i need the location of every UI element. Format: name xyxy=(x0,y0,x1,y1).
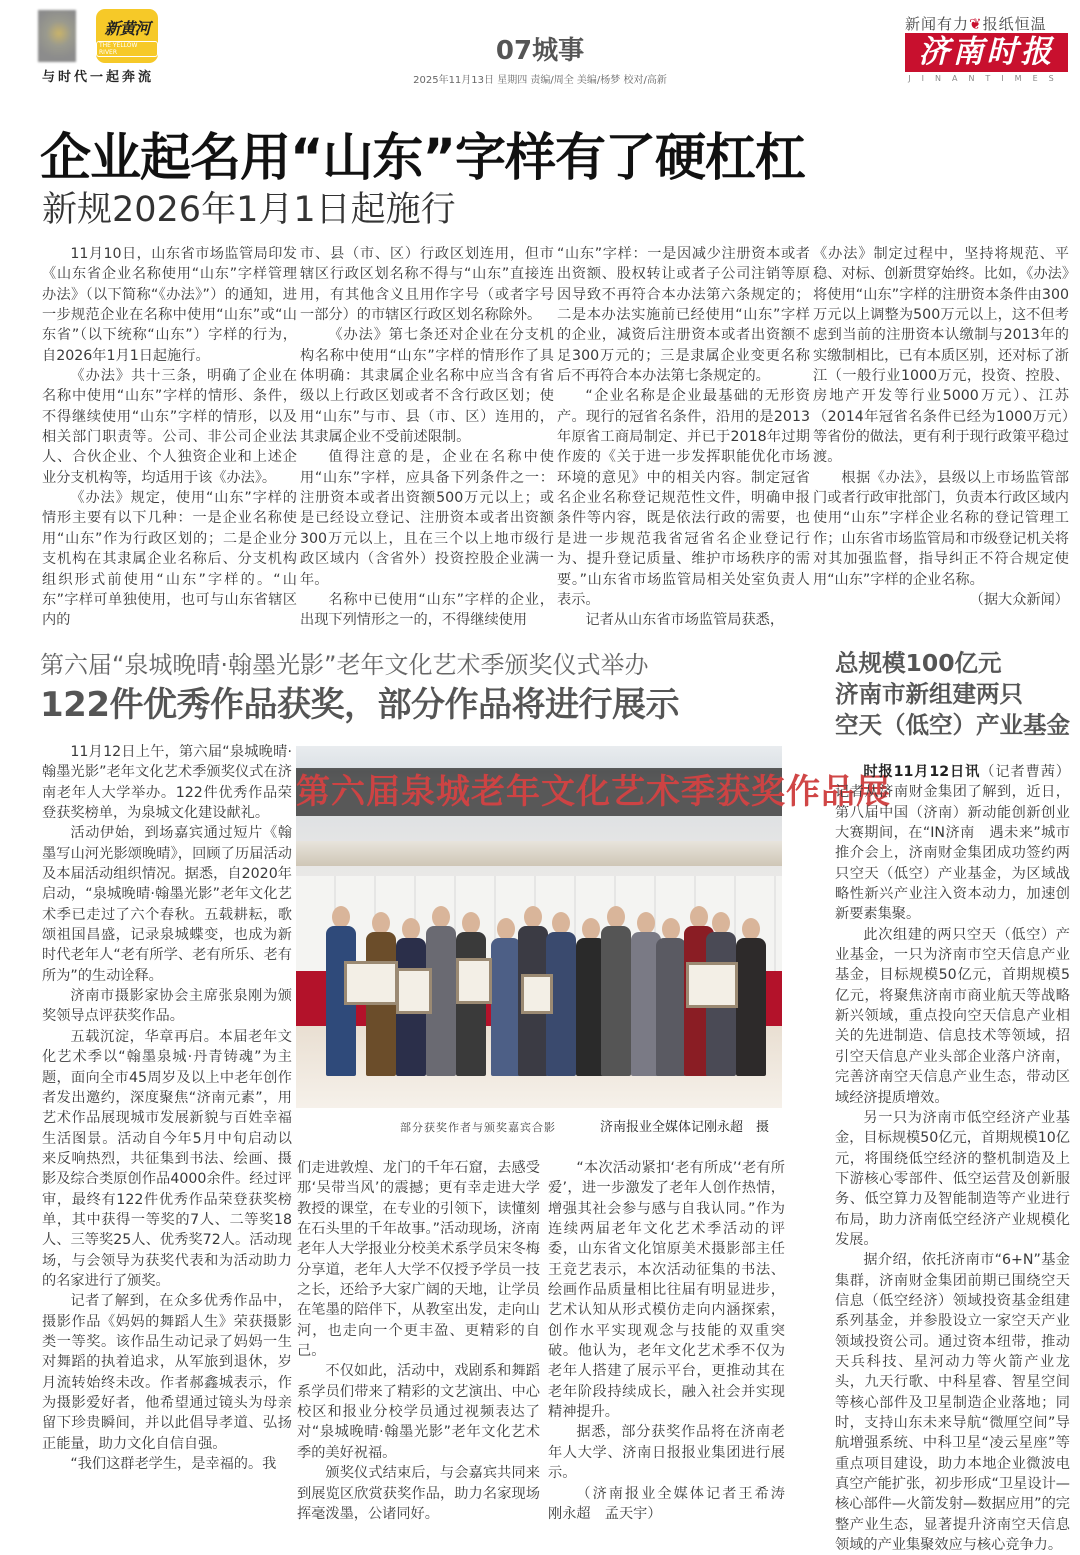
paragraph: 名称中已使用“山东”字样的企业，出现下列情形之一的，不得继续使用 xyxy=(300,591,554,629)
tagline: 与时代一起奔流 xyxy=(42,70,155,85)
banner-text: 第六届泉城老年文化艺术季获奖作品展 xyxy=(296,772,891,812)
paragraph: 颁奖仪式结束后，与会嘉宾共同来到展览区欣赏获奖作品，助力名家现场挥毫泼墨，公诸同好。 xyxy=(297,1465,540,1522)
article2-kicker: 第六届“泉城晚晴·翰墨光影”老年文化艺术季颁奖仪式举办 xyxy=(40,651,649,679)
award-group-photo xyxy=(296,746,891,1108)
sidebar-headline-line: 济南市新组建两只 xyxy=(835,680,1023,708)
paragraph: “本次活动紧扣‘老有所成’‘老有所爱’，进一步激发了老年人创作热情，增强其社会参与感与自我认同。”作为连续两届老年文化艺术季活动的评委，山东省文化馆原美术摄影部主任王竞艺表示，本次活动征集的书法、绘画作品质量相比往届有明显进步，艺术认知从形式模仿走向内涵探索，创作水平实现观念与技能的双重突破。他认为，老年文化艺术季不仅为老年人搭建了展示平台，更推动其在老年阶段持续成长，融入社会并实现精神提升。 xyxy=(548,1160,785,1421)
artwork-frame xyxy=(456,958,492,1004)
paragraph xyxy=(835,1108,1070,1250)
paragraph: 活动伊始，到场嘉宾通过短片《翰墨写山河光影颂晚晴》，回顾了历届活动及本届活动组织情况。据悉，自2020年启动，“泉城晚晴·翰墨光影”老年文化艺术季已走过了六个春秋。五载耕耘，歌颂祖国昌盛，记录泉城蝶变，也成为新时代老年人“老有所学、老有所乐、老有所为”的生动诠释。 xyxy=(42,825,292,984)
paragraph: 《办法》制定过程中，坚持将规范、平稳、对标、创新贯穿始终。比如，《办法》将使用“山东”字样的注册资本条件由300万元以上调整为500万元以上，这不但考虑到当前的注册资本认缴制与2013年的实缴制相比，已有本质区别，还对标了浙江（一般行业1000万元，投资、控股、房地产开发等行业5000万元）、江苏（2014年冠省名条件已经为1000万元）等省份的做法，更有利于现行政策平稳过渡。 xyxy=(813,246,1069,466)
paragraph: 市、县（市、区）行政区划连用，但市辖区行政区划名称不得与“山东”直接连用，有其他含义且用作字号（或者字号一部分）的市辖区行政区划名称除外。 xyxy=(300,246,554,324)
article1-column-1 xyxy=(42,244,297,631)
sidebar-headline-line: 空天（低空）产业基金 xyxy=(835,711,1070,739)
paragraph: 记者从山东省市场监管局获悉， xyxy=(585,612,785,629)
paragraph xyxy=(835,925,1070,1108)
paragraph: “我们这群老学生，是幸福的。我 xyxy=(70,1456,277,1473)
article2-column-1 xyxy=(42,742,292,1474)
masthead-english: JINANTIMES xyxy=(908,74,1065,83)
photo-caption: 部分获奖作者与颁奖嘉宾合影 xyxy=(400,1121,556,1134)
article-source: （据大众新闻） xyxy=(969,591,1069,608)
paragraph: 记者了解到，在众多优秀作品中，摄影作品《妈妈的舞蹈人生》荣获摄影类一等奖。该作品生动记录了妈妈一生对舞蹈的执着追求，从军旅到退休，岁月流转始终未改。作者郝鑫城表示，作为摄影爱好者，他希望通过镜头为母亲留下珍贵瞬间，并以此倡导孝道、弘扬正能量，助力文化自信自强。 xyxy=(42,1293,292,1452)
article2-column-3 xyxy=(548,1158,800,1524)
paragraph: 值得注意的是，企业在名称中使用“山东”字样，应具备下列条件之一：注册资本或者出资额500万元以上；或是已经设立登记、注册资本或者出资额300万元以上，且在三个以上地市级行政区域内（含省外）投资控股企业满一年。 xyxy=(300,449,554,588)
paragraph-text: 另一只为济南市低空经济产业基金，目标规模50亿元，首期规模10亿元，将围绕低空经济的整机制造及上下游核心零部件、低空运营及创新服务、低空算力及智能制造等产业进行布局，助力济南低空经济产业规模化发展。 xyxy=(835,1109,1070,1248)
article1-column-4 xyxy=(813,244,1069,610)
paragraph: 五载沉淀，华章再启。本届老年文化艺术季以“翰墨泉城·丹青铸魂”为主题，面向全市45周岁及以上中老年创作者发出邀约，深度聚焦“济南元素”，用艺术作品展现城市发展新貌与百姓幸福生活图景。活动自今年5月中旬启动以来反响热烈，共征集到书法、绘画、摄影及综合类原创作品4000余件。经过评审，最终有122件优秀作品荣登获奖榜单，其中获得一等奖的7人、二等奖18人、三等奖25人、优秀奖72人。活动现场，与会领导为获奖代表和为活动助力的名家进行了颁奖。 xyxy=(42,1028,292,1289)
paragraph-text: 此次组建的两只空天（低空）产业基金，一只为济南市空天信息产业基金，目标规模50亿元，首期规模5亿元，将聚焦济南市商业航天等战略新兴领域，重点投向空天信息产业相关的先进制造、信息技术等领域，招引空天信息产业头部企业落户济南，完善济南空天信息产业生态，带动区域经济提质增效。 xyxy=(835,926,1070,1106)
artwork-frame xyxy=(396,968,432,1014)
article1-headline: 企业起名用“山东”字样有了硬杠杠 xyxy=(40,129,806,188)
sidebar-headline xyxy=(835,648,1075,741)
logo-subtext: THE YELLOW RIVER xyxy=(96,41,158,57)
paragraph xyxy=(835,762,1070,925)
article2-headline: 122件优秀作品获奖，部分作品将进行展示 xyxy=(40,685,679,725)
news-dateline: 时报11月12日讯 xyxy=(863,764,981,780)
sidebar-headline-line: 总规模100亿元 xyxy=(835,649,1002,677)
paragraph xyxy=(835,1250,1070,1555)
paragraph: 《办法》规定，使用“山东”字样的情形主要有以下几种：一是企业名称使用“山东”作为行政区划的；二是企业分支机构在其隶属企业名称后、分支机构组织形式前使用“山东”字样的。“山东”字样可单独使用，也可与山东省辖区内的 xyxy=(42,490,297,629)
photo-credit: 济南报业全媒体记刚永超 摄 xyxy=(600,1120,770,1135)
sidebar-body xyxy=(835,762,1070,1555)
article1-column-3 xyxy=(557,244,810,631)
masthead-logo: 济南时报 xyxy=(905,33,1068,72)
paragraph: 《办法》共十三条，明确了企业在名称中使用“山东”字样的情形、条件，不得继续使用“山东”字样的情形，以及相关部门职责等。公司、非公司企业法人、合伙企业、个人独资企业和上述企业分支机构等，均适用于该《办法》。 xyxy=(42,368,297,486)
paragraph: 11月12日上午，第六届“泉城晚晴·翰墨光影”老年文化艺术季颁奖仪式在济南老年人大学举办。122件优秀作品荣登获奖榜单，为泉城文化建设献礼。 xyxy=(42,744,292,822)
masthead-motto xyxy=(905,13,1070,34)
flame-icon: ❦ xyxy=(969,15,983,33)
photo-led-banner xyxy=(296,768,891,816)
article2-column-2 xyxy=(297,1158,540,1524)
article1-subhead: 新规2026年1月1日起施行 xyxy=(42,190,456,230)
paragraph: “山东”字样：一是因减少注册资本或者出资额、股权转让或者子公司注销等原因导致不再符合本办法第六条规定的；二是本办法实施前已经使用“山东”字样的企业，减资后注册资本或者出资额不足300万元的；三是隶属企业变更名称后不再符合本办法第七条规定的。 xyxy=(557,246,810,385)
motto-left: 新闻有力 xyxy=(905,15,970,33)
paragraph: “企业名称是企业最基础的无形资产。现行的冠省名条件，沿用的是2013年原省工商局制定、并已于2018年过期作废的《关于进一步发挥职能优化市场环境的意见》中的相关内容。制定冠省名企业名称登记规范性文件，明确申报条件等内容，既是依法行政的需要，也是进一步规范我省冠省名企业登记行为、提升登记质量、维护市场秩序的需要。”山东省市场监管局相关处室负责人表示。 xyxy=(557,388,810,608)
paragraph: 根据《办法》，县级以上市场监管部门或者行政审批部门，负责本行政区域内使用“山东”字样企业名称的登记管理工作；山东省市场监管局和市级登记机关将对其加强监督，指导纠正不符合规定使用“山东”字样的企业名称。 xyxy=(813,469,1069,588)
paragraph: 不仅如此，活动中，戏剧系和舞蹈系学员们带来了精彩的文艺演出、中心校区和报业分校学员通过视频表达了对“泉城晚晴·翰墨光影”老年文化艺术季的美好祝福。 xyxy=(297,1363,540,1461)
motto-right: 报纸恒温 xyxy=(982,15,1047,33)
paragraph: 济南市摄影家协会主席张泉刚为颁奖领导点评获奖作品。 xyxy=(42,988,292,1025)
artwork-frame xyxy=(686,962,738,1008)
paragraph-text: 据介绍，依托济南市“6+N”基金集群，济南财金集团前期已围绕空天信息（低空经济）领域投资基金组建系列基金，并参股设立一家空天产业领域投资公司。通过资本纽带，推动天兵科技、星河动力等火箭产业龙头，九天行歌、中科星睿、智星空间等核心部件及卫星制造企业落地；同时，支持山东未来导航“微厘空间”导航增强系统、中科卫星“凌云星座”等重点项目建设，助力本地企业微波电真空产能扩张，初步形成“卫星设计—核心部件—火箭发射—数据应用”的完整产业生态，显著提升济南空天信息领域的产业集聚效应与核心竞争力。 xyxy=(835,1252,1070,1554)
paragraph: 11月10日，山东省市场监管局印发《山东省企业名称使用“山东”字样管理办法》（以下简称“《办法》”）的通知，进一步规范企业在名称中使用“山东”或“山东省”（以下统称“山东”）字样的行为，自2026年1月1日起施行。 xyxy=(42,246,297,364)
artwork-frame xyxy=(344,961,398,1005)
paragraph: （济南报业全媒体记者王希涛 刚永超 孟天宇） xyxy=(548,1485,800,1522)
artwork-frame xyxy=(521,974,553,1014)
paragraph: 们走进敦煌、龙门的千年石窟，去感受那‘吴带当风’的震撼；更有幸走进大学教授的课堂，在专业的引领下，读懂刻在石头里的千年故事。”活动现场，济南老年人大学报业分校美术系学员宋冬梅分享道，老年人大学不仅授予学员一技之长，还给予大家广阔的天地，让学员在笔墨的陪伴下，从教室出发，走向山河，也走向一个更丰盈、更精彩的自己。 xyxy=(297,1160,540,1360)
section-title: 07城事 xyxy=(495,36,585,66)
article1-column-2 xyxy=(300,244,554,631)
paragraph: 据悉，部分获奖作品将在济南老年人大学、济南日报报业集团进行展示。 xyxy=(548,1424,785,1482)
paragraph: 《办法》第七条还对企业在分支机构名称中使用“山东”字样的情形作了具体明确：其隶属企业名称中应当含有省级以上行政区划或者不含行政区划；使用“山东”与市、县（市、区）连用的，其隶属企业不受前述限制。 xyxy=(300,327,554,446)
dateline: 2025年11月13日 星期四 责编/周全 美编/杨梦 校对/高新 xyxy=(413,75,667,86)
logo-text: 新黄河 xyxy=(104,18,150,38)
paragraph-text: （记者曹茜）记者从济南财金集团了解到，近日，第八届中国（济南）新动能创新创业大赛期间，在“IN济南 遇未来”城市推介会上，济南财金集团成功签约两只空天（低空）产业基金，为区域战略性新兴产业注入资本动力，加速创新要素集聚。 xyxy=(835,764,1070,923)
photo-ceiling xyxy=(296,841,782,866)
